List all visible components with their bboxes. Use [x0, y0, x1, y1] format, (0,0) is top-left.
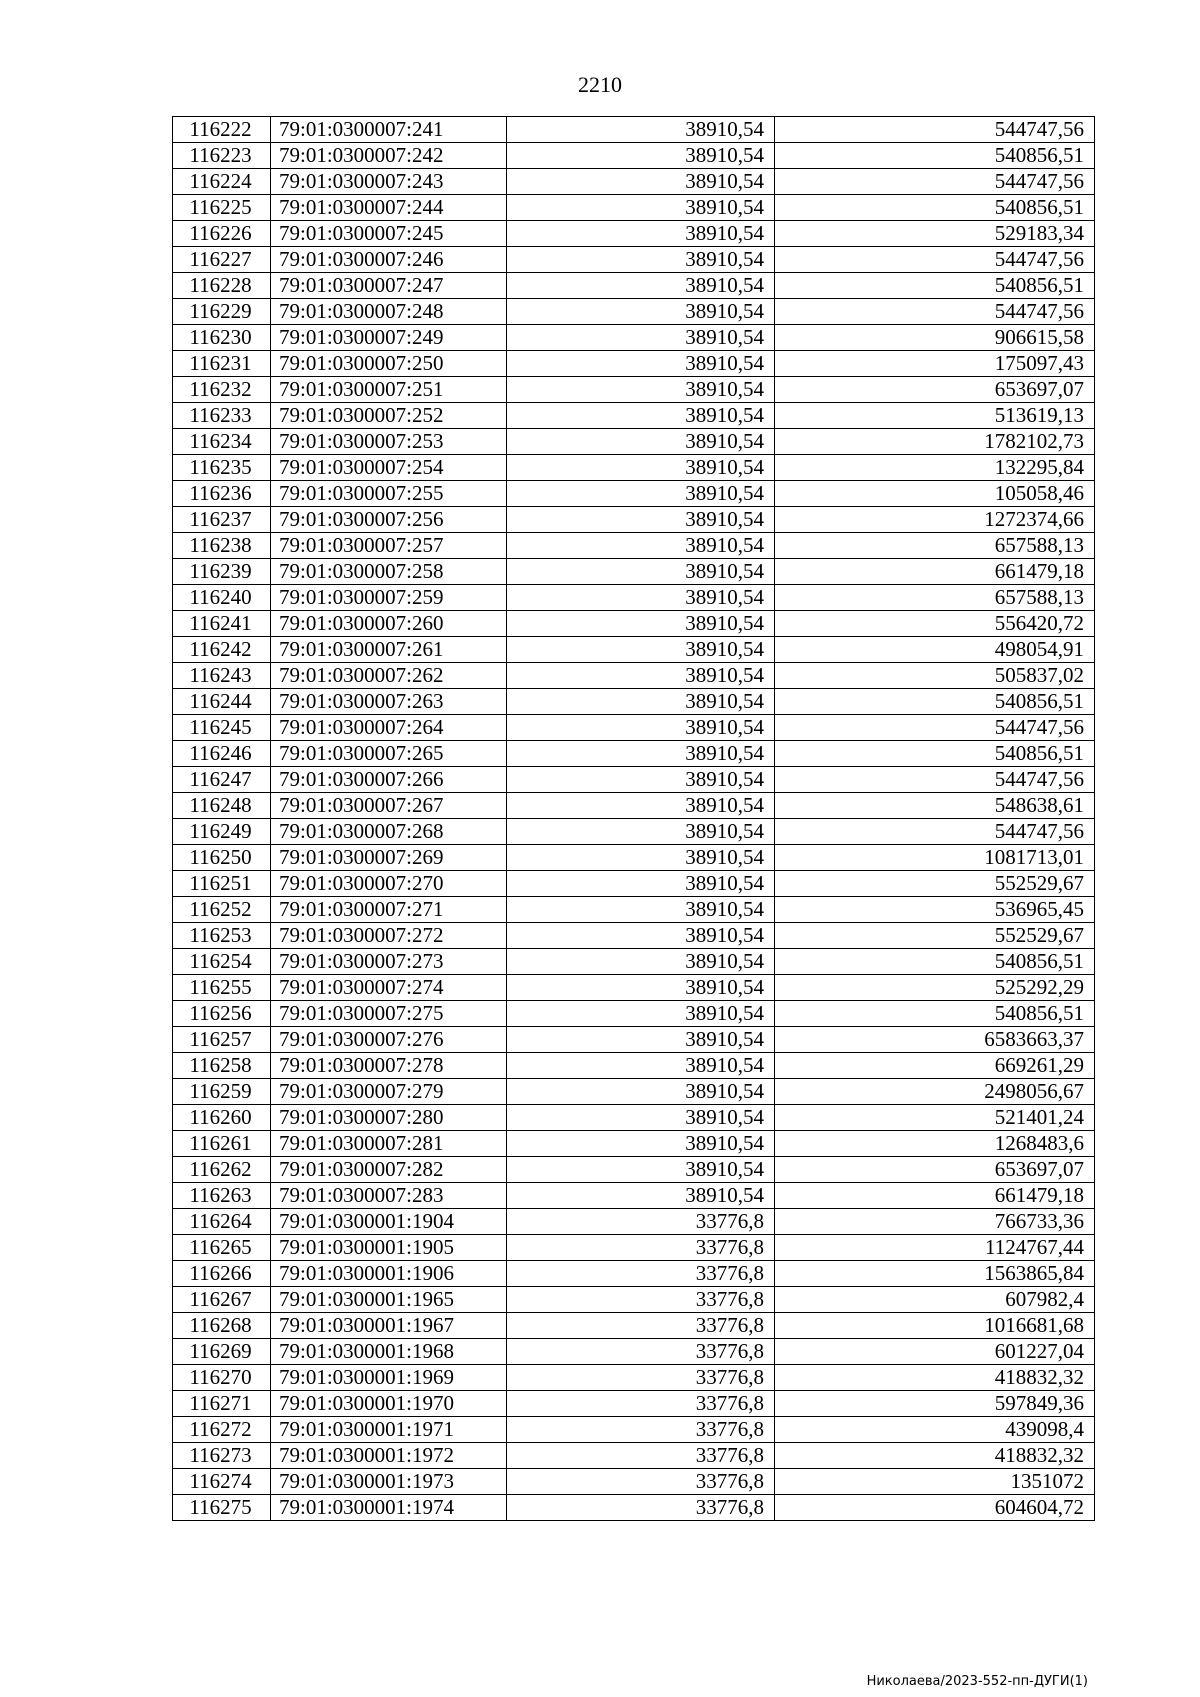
- table-row: [173, 689, 1095, 715]
- unit-value-cell: 33776,8: [507, 1417, 775, 1443]
- unit-value-cell: 38910,54: [507, 611, 775, 637]
- total-value-cell: 2498056,67: [775, 1079, 1095, 1105]
- row-number-cell: 116257: [173, 1027, 271, 1053]
- unit-value-cell: 38910,54: [507, 325, 775, 351]
- table-row: [173, 1261, 1095, 1287]
- total-value-cell: 597849,36: [775, 1391, 1095, 1417]
- unit-value-cell: 38910,54: [507, 975, 775, 1001]
- total-value-cell: 653697,07: [775, 377, 1095, 403]
- cadastral-number-cell: 79:01:0300007:241: [271, 117, 507, 143]
- unit-value-cell: 38910,54: [507, 871, 775, 897]
- cadastral-number-cell: 79:01:0300007:269: [271, 845, 507, 871]
- row-number-cell: 116258: [173, 1053, 271, 1079]
- table-row: [173, 845, 1095, 871]
- row-number-cell: 116243: [173, 663, 271, 689]
- total-value-cell: 418832,32: [775, 1365, 1095, 1391]
- cadastral-number-cell: 79:01:0300007:244: [271, 195, 507, 221]
- total-value-cell: 601227,04: [775, 1339, 1095, 1365]
- unit-value-cell: 33776,8: [507, 1365, 775, 1391]
- table-row: [173, 377, 1095, 403]
- row-number-cell: 116225: [173, 195, 271, 221]
- row-number-cell: 116238: [173, 533, 271, 559]
- unit-value-cell: 38910,54: [507, 351, 775, 377]
- row-number-cell: 116228: [173, 273, 271, 299]
- registry-table: [172, 116, 1095, 1521]
- unit-value-cell: 38910,54: [507, 221, 775, 247]
- cadastral-number-cell: 79:01:0300007:280: [271, 1105, 507, 1131]
- total-value-cell: 544747,56: [775, 767, 1095, 793]
- unit-value-cell: 38910,54: [507, 949, 775, 975]
- row-number-cell: 116267: [173, 1287, 271, 1313]
- row-number-cell: 116260: [173, 1105, 271, 1131]
- table-row: [173, 247, 1095, 273]
- row-number-cell: 116235: [173, 455, 271, 481]
- total-value-cell: 540856,51: [775, 195, 1095, 221]
- unit-value-cell: 38910,54: [507, 1183, 775, 1209]
- table-row: [173, 1313, 1095, 1339]
- total-value-cell: 529183,34: [775, 221, 1095, 247]
- row-number-cell: 116229: [173, 299, 271, 325]
- table-row: [173, 1417, 1095, 1443]
- unit-value-cell: 38910,54: [507, 1157, 775, 1183]
- cadastral-number-cell: 79:01:0300007:242: [271, 143, 507, 169]
- unit-value-cell: 38910,54: [507, 169, 775, 195]
- unit-value-cell: 38910,54: [507, 1001, 775, 1027]
- registry-table-body: [173, 117, 1095, 1521]
- table-row: [173, 1391, 1095, 1417]
- cadastral-number-cell: 79:01:0300007:263: [271, 689, 507, 715]
- row-number-cell: 116256: [173, 1001, 271, 1027]
- row-number-cell: 116242: [173, 637, 271, 663]
- cadastral-number-cell: 79:01:0300007:254: [271, 455, 507, 481]
- unit-value-cell: 33776,8: [507, 1235, 775, 1261]
- cadastral-number-cell: 79:01:0300001:1974: [271, 1495, 507, 1521]
- table-row: [173, 611, 1095, 637]
- table-row: [173, 637, 1095, 663]
- row-number-cell: 116273: [173, 1443, 271, 1469]
- total-value-cell: 556420,72: [775, 611, 1095, 637]
- total-value-cell: 1563865,84: [775, 1261, 1095, 1287]
- cadastral-number-cell: 79:01:0300007:282: [271, 1157, 507, 1183]
- table-row: [173, 1105, 1095, 1131]
- total-value-cell: 552529,67: [775, 923, 1095, 949]
- row-number-cell: 116255: [173, 975, 271, 1001]
- row-number-cell: 116232: [173, 377, 271, 403]
- table-row: [173, 819, 1095, 845]
- total-value-cell: 540856,51: [775, 949, 1095, 975]
- row-number-cell: 116263: [173, 1183, 271, 1209]
- total-value-cell: 653697,07: [775, 1157, 1095, 1183]
- total-value-cell: 548638,61: [775, 793, 1095, 819]
- table-row: [173, 533, 1095, 559]
- row-number-cell: 116222: [173, 117, 271, 143]
- total-value-cell: 540856,51: [775, 1001, 1095, 1027]
- cadastral-number-cell: 79:01:0300001:1967: [271, 1313, 507, 1339]
- unit-value-cell: 38910,54: [507, 793, 775, 819]
- row-number-cell: 116272: [173, 1417, 271, 1443]
- cadastral-number-cell: 79:01:0300001:1906: [271, 1261, 507, 1287]
- cadastral-number-cell: 79:01:0300007:245: [271, 221, 507, 247]
- cadastral-number-cell: 79:01:0300007:243: [271, 169, 507, 195]
- table-row: [173, 1079, 1095, 1105]
- table-row: [173, 273, 1095, 299]
- total-value-cell: 540856,51: [775, 143, 1095, 169]
- row-number-cell: 116231: [173, 351, 271, 377]
- table-row: [173, 1287, 1095, 1313]
- total-value-cell: 607982,4: [775, 1287, 1095, 1313]
- unit-value-cell: 38910,54: [507, 741, 775, 767]
- total-value-cell: 1124767,44: [775, 1235, 1095, 1261]
- row-number-cell: 116227: [173, 247, 271, 273]
- total-value-cell: 1268483,6: [775, 1131, 1095, 1157]
- table-row: [173, 949, 1095, 975]
- row-number-cell: 116239: [173, 559, 271, 585]
- table-row: [173, 507, 1095, 533]
- unit-value-cell: 38910,54: [507, 1105, 775, 1131]
- total-value-cell: 669261,29: [775, 1053, 1095, 1079]
- row-number-cell: 116244: [173, 689, 271, 715]
- cadastral-number-cell: 79:01:0300007:257: [271, 533, 507, 559]
- unit-value-cell: 38910,54: [507, 481, 775, 507]
- cadastral-number-cell: 79:01:0300001:1971: [271, 1417, 507, 1443]
- unit-value-cell: 38910,54: [507, 533, 775, 559]
- unit-value-cell: 33776,8: [507, 1339, 775, 1365]
- unit-value-cell: 38910,54: [507, 247, 775, 273]
- unit-value-cell: 38910,54: [507, 663, 775, 689]
- unit-value-cell: 33776,8: [507, 1391, 775, 1417]
- total-value-cell: 657588,13: [775, 533, 1095, 559]
- cadastral-number-cell: 79:01:0300007:265: [271, 741, 507, 767]
- table-row: [173, 1027, 1095, 1053]
- table-row: [173, 793, 1095, 819]
- cadastral-number-cell: 79:01:0300001:1972: [271, 1443, 507, 1469]
- cadastral-number-cell: 79:01:0300007:267: [271, 793, 507, 819]
- row-number-cell: 116246: [173, 741, 271, 767]
- unit-value-cell: 38910,54: [507, 1053, 775, 1079]
- cadastral-number-cell: 79:01:0300007:253: [271, 429, 507, 455]
- table-row: [173, 403, 1095, 429]
- cadastral-number-cell: 79:01:0300001:1965: [271, 1287, 507, 1313]
- unit-value-cell: 38910,54: [507, 403, 775, 429]
- row-number-cell: 116234: [173, 429, 271, 455]
- row-number-cell: 116233: [173, 403, 271, 429]
- cadastral-number-cell: 79:01:0300007:276: [271, 1027, 507, 1053]
- total-value-cell: 1016681,68: [775, 1313, 1095, 1339]
- cadastral-number-cell: 79:01:0300007:273: [271, 949, 507, 975]
- total-value-cell: 661479,18: [775, 559, 1095, 585]
- table-row: [173, 429, 1095, 455]
- cadastral-number-cell: 79:01:0300007:247: [271, 273, 507, 299]
- total-value-cell: 544747,56: [775, 299, 1095, 325]
- table-row: [173, 975, 1095, 1001]
- cadastral-number-cell: 79:01:0300007:272: [271, 923, 507, 949]
- table-row: [173, 1001, 1095, 1027]
- total-value-cell: 1272374,66: [775, 507, 1095, 533]
- total-value-cell: 906615,58: [775, 325, 1095, 351]
- row-number-cell: 116254: [173, 949, 271, 975]
- table-row: [173, 741, 1095, 767]
- table-row: [173, 871, 1095, 897]
- table-row: [173, 1235, 1095, 1261]
- table-row: [173, 1365, 1095, 1391]
- row-number-cell: 116230: [173, 325, 271, 351]
- cadastral-number-cell: 79:01:0300007:256: [271, 507, 507, 533]
- total-value-cell: 604604,72: [775, 1495, 1095, 1521]
- cadastral-number-cell: 79:01:0300007:279: [271, 1079, 507, 1105]
- total-value-cell: 498054,91: [775, 637, 1095, 663]
- cadastral-number-cell: 79:01:0300007:274: [271, 975, 507, 1001]
- table-row: [173, 1209, 1095, 1235]
- unit-value-cell: 38910,54: [507, 273, 775, 299]
- cadastral-number-cell: 79:01:0300007:248: [271, 299, 507, 325]
- table-row: [173, 1157, 1095, 1183]
- table-row: [173, 923, 1095, 949]
- total-value-cell: 513619,13: [775, 403, 1095, 429]
- total-value-cell: 105058,46: [775, 481, 1095, 507]
- total-value-cell: 132295,84: [775, 455, 1095, 481]
- row-number-cell: 116265: [173, 1235, 271, 1261]
- cadastral-number-cell: 79:01:0300007:261: [271, 637, 507, 663]
- total-value-cell: 552529,67: [775, 871, 1095, 897]
- cadastral-number-cell: 79:01:0300007:270: [271, 871, 507, 897]
- unit-value-cell: 38910,54: [507, 377, 775, 403]
- unit-value-cell: 33776,8: [507, 1495, 775, 1521]
- unit-value-cell: 38910,54: [507, 1079, 775, 1105]
- table-row: [173, 767, 1095, 793]
- cadastral-number-cell: 79:01:0300001:1970: [271, 1391, 507, 1417]
- total-value-cell: 1351072: [775, 1469, 1095, 1495]
- row-number-cell: 116268: [173, 1313, 271, 1339]
- page-number: 2210: [578, 72, 622, 97]
- table-row: [173, 455, 1095, 481]
- table-row: [173, 559, 1095, 585]
- cadastral-number-cell: 79:01:0300007:264: [271, 715, 507, 741]
- row-number-cell: 116236: [173, 481, 271, 507]
- cadastral-number-cell: 79:01:0300007:258: [271, 559, 507, 585]
- cadastral-number-cell: 79:01:0300007:259: [271, 585, 507, 611]
- unit-value-cell: 38910,54: [507, 897, 775, 923]
- cadastral-number-cell: 79:01:0300007:252: [271, 403, 507, 429]
- unit-value-cell: 38910,54: [507, 507, 775, 533]
- table-row: [173, 1131, 1095, 1157]
- row-number-cell: 116252: [173, 897, 271, 923]
- cadastral-number-cell: 79:01:0300007:255: [271, 481, 507, 507]
- cadastral-number-cell: 79:01:0300007:268: [271, 819, 507, 845]
- cadastral-number-cell: 79:01:0300007:246: [271, 247, 507, 273]
- unit-value-cell: 33776,8: [507, 1261, 775, 1287]
- total-value-cell: 544747,56: [775, 819, 1095, 845]
- total-value-cell: 175097,43: [775, 351, 1095, 377]
- unit-value-cell: 38910,54: [507, 559, 775, 585]
- unit-value-cell: 38910,54: [507, 819, 775, 845]
- total-value-cell: 544747,56: [775, 117, 1095, 143]
- row-number-cell: 116269: [173, 1339, 271, 1365]
- unit-value-cell: 38910,54: [507, 455, 775, 481]
- row-number-cell: 116274: [173, 1469, 271, 1495]
- total-value-cell: 544747,56: [775, 715, 1095, 741]
- cadastral-number-cell: 79:01:0300007:271: [271, 897, 507, 923]
- row-number-cell: 116247: [173, 767, 271, 793]
- cadastral-number-cell: 79:01:0300007:283: [271, 1183, 507, 1209]
- table-row: [173, 169, 1095, 195]
- row-number-cell: 116261: [173, 1131, 271, 1157]
- total-value-cell: 1081713,01: [775, 845, 1095, 871]
- cadastral-number-cell: 79:01:0300001:1973: [271, 1469, 507, 1495]
- row-number-cell: 116271: [173, 1391, 271, 1417]
- total-value-cell: 418832,32: [775, 1443, 1095, 1469]
- unit-value-cell: 33776,8: [507, 1209, 775, 1235]
- table-row: [173, 143, 1095, 169]
- cadastral-number-cell: 79:01:0300001:1968: [271, 1339, 507, 1365]
- table-row: [173, 221, 1095, 247]
- cadastral-number-cell: 79:01:0300007:262: [271, 663, 507, 689]
- table-row: [173, 663, 1095, 689]
- unit-value-cell: 38910,54: [507, 637, 775, 663]
- row-number-cell: 116264: [173, 1209, 271, 1235]
- row-number-cell: 116253: [173, 923, 271, 949]
- total-value-cell: 661479,18: [775, 1183, 1095, 1209]
- unit-value-cell: 33776,8: [507, 1469, 775, 1495]
- total-value-cell: 540856,51: [775, 689, 1095, 715]
- unit-value-cell: 38910,54: [507, 585, 775, 611]
- unit-value-cell: 38910,54: [507, 845, 775, 871]
- cadastral-number-cell: 79:01:0300007:281: [271, 1131, 507, 1157]
- row-number-cell: 116241: [173, 611, 271, 637]
- table-row: [173, 117, 1095, 143]
- unit-value-cell: 38910,54: [507, 195, 775, 221]
- unit-value-cell: 38910,54: [507, 143, 775, 169]
- row-number-cell: 116224: [173, 169, 271, 195]
- row-number-cell: 116250: [173, 845, 271, 871]
- total-value-cell: 540856,51: [775, 273, 1095, 299]
- table-row: [173, 1495, 1095, 1521]
- total-value-cell: 540856,51: [775, 741, 1095, 767]
- table-row: [173, 195, 1095, 221]
- row-number-cell: 116240: [173, 585, 271, 611]
- table-row: [173, 1443, 1095, 1469]
- cadastral-number-cell: 79:01:0300007:250: [271, 351, 507, 377]
- total-value-cell: 505837,02: [775, 663, 1095, 689]
- total-value-cell: 439098,4: [775, 1417, 1095, 1443]
- unit-value-cell: 33776,8: [507, 1287, 775, 1313]
- cadastral-number-cell: 79:01:0300007:260: [271, 611, 507, 637]
- table-row: [173, 325, 1095, 351]
- table-row: [173, 1183, 1095, 1209]
- total-value-cell: 6583663,37: [775, 1027, 1095, 1053]
- total-value-cell: 525292,29: [775, 975, 1095, 1001]
- unit-value-cell: 38910,54: [507, 429, 775, 455]
- table-row: [173, 897, 1095, 923]
- cadastral-number-cell: 79:01:0300001:1905: [271, 1235, 507, 1261]
- total-value-cell: 521401,24: [775, 1105, 1095, 1131]
- cadastral-number-cell: 79:01:0300001:1904: [271, 1209, 507, 1235]
- table-row: [173, 351, 1095, 377]
- total-value-cell: 766733,36: [775, 1209, 1095, 1235]
- unit-value-cell: 33776,8: [507, 1443, 775, 1469]
- row-number-cell: 116249: [173, 819, 271, 845]
- row-number-cell: 116259: [173, 1079, 271, 1105]
- row-number-cell: 116270: [173, 1365, 271, 1391]
- row-number-cell: 116262: [173, 1157, 271, 1183]
- row-number-cell: 116223: [173, 143, 271, 169]
- total-value-cell: 1782102,73: [775, 429, 1095, 455]
- total-value-cell: 544747,56: [775, 169, 1095, 195]
- row-number-cell: 116266: [173, 1261, 271, 1287]
- table-row: [173, 481, 1095, 507]
- row-number-cell: 116245: [173, 715, 271, 741]
- unit-value-cell: 38910,54: [507, 715, 775, 741]
- table-row: [173, 1339, 1095, 1365]
- table-row: [173, 585, 1095, 611]
- unit-value-cell: 38910,54: [507, 923, 775, 949]
- table-row: [173, 715, 1095, 741]
- unit-value-cell: 33776,8: [507, 1313, 775, 1339]
- total-value-cell: 544747,56: [775, 247, 1095, 273]
- row-number-cell: 116251: [173, 871, 271, 897]
- table-row: [173, 299, 1095, 325]
- cadastral-number-cell: 79:01:0300007:249: [271, 325, 507, 351]
- unit-value-cell: 38910,54: [507, 689, 775, 715]
- cadastral-number-cell: 79:01:0300001:1969: [271, 1365, 507, 1391]
- row-number-cell: 116248: [173, 793, 271, 819]
- total-value-cell: 657588,13: [775, 585, 1095, 611]
- document-footer-code: Николаева/2023-552-пп-ДУГИ(1): [866, 1674, 1088, 1689]
- cadastral-number-cell: 79:01:0300007:278: [271, 1053, 507, 1079]
- unit-value-cell: 38910,54: [507, 767, 775, 793]
- total-value-cell: 536965,45: [775, 897, 1095, 923]
- cadastral-number-cell: 79:01:0300007:275: [271, 1001, 507, 1027]
- unit-value-cell: 38910,54: [507, 299, 775, 325]
- table-row: [173, 1469, 1095, 1495]
- row-number-cell: 116275: [173, 1495, 271, 1521]
- unit-value-cell: 38910,54: [507, 117, 775, 143]
- cadastral-number-cell: 79:01:0300007:266: [271, 767, 507, 793]
- row-number-cell: 116237: [173, 507, 271, 533]
- row-number-cell: 116226: [173, 221, 271, 247]
- unit-value-cell: 38910,54: [507, 1131, 775, 1157]
- table-row: [173, 1053, 1095, 1079]
- cadastral-number-cell: 79:01:0300007:251: [271, 377, 507, 403]
- unit-value-cell: 38910,54: [507, 1027, 775, 1053]
